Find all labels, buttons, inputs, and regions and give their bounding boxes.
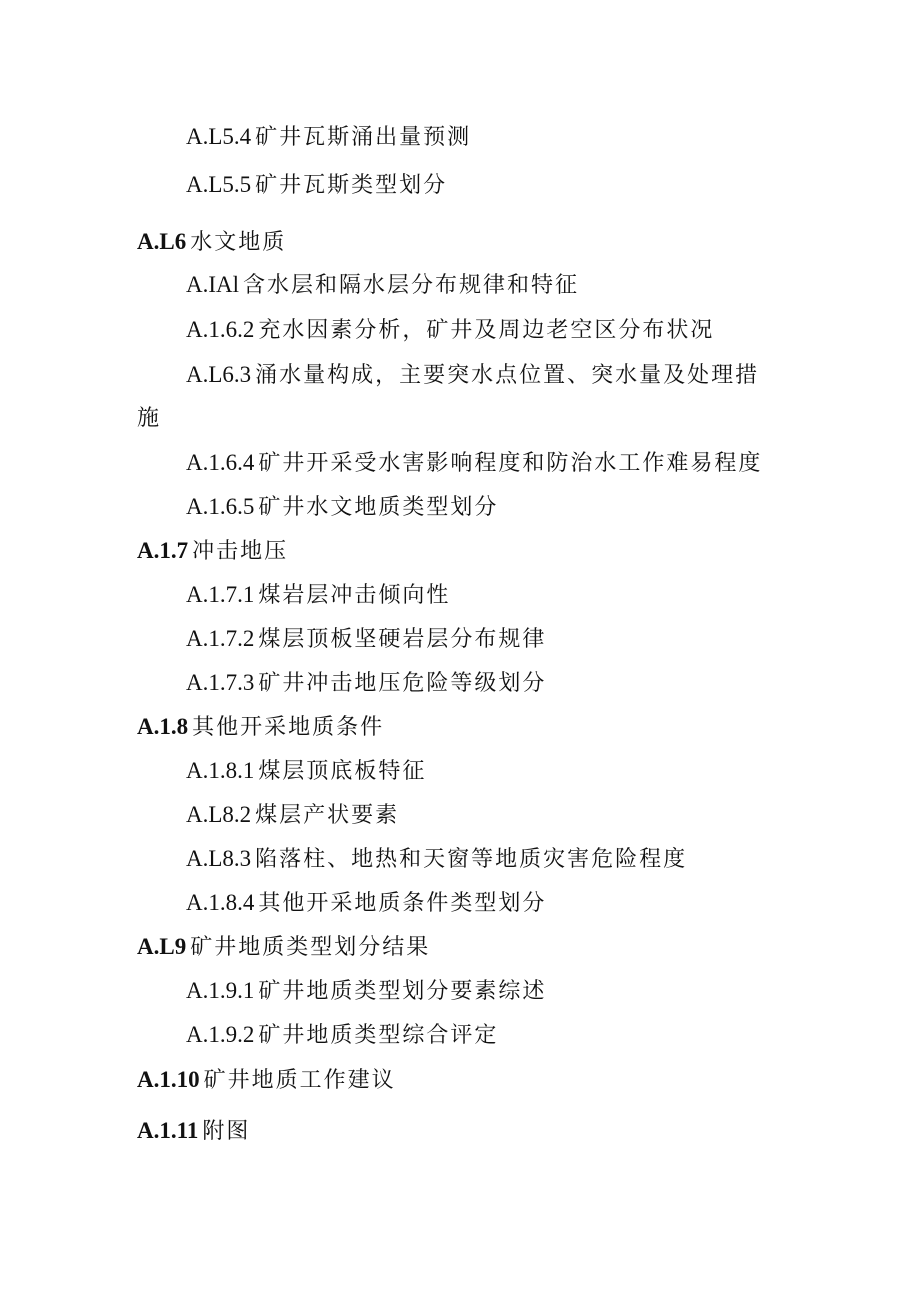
section-number: A.1.10 bbox=[137, 1067, 200, 1092]
subsection-number: A.L8.2 bbox=[186, 802, 252, 827]
subsection-number: A.1.6.2 bbox=[186, 317, 255, 342]
subsection-number: A.IAl bbox=[186, 272, 240, 297]
subsection-number: A.L6.3 bbox=[186, 362, 252, 387]
subsection-title: 充水因素分析，矿井及周边老空区分布状况 bbox=[258, 318, 715, 343]
section-title: 冲击地压 bbox=[192, 539, 289, 564]
subsection-heading bbox=[186, 270, 579, 301]
subsection-title: 煤岩层冲击倾向性 bbox=[258, 583, 451, 608]
subsection-heading bbox=[186, 624, 546, 655]
subsection-title: 矿井开采受水害影响程度和防治水工作难易程度 bbox=[258, 451, 763, 476]
subsection-title: 矿井地质类型综合评定 bbox=[258, 1023, 499, 1048]
section-number: A.1.8 bbox=[137, 714, 189, 739]
subsection-title: 涌水量构成，主要突水点位置、突水量及处理措 bbox=[255, 363, 760, 388]
section-number: A.1.11 bbox=[137, 1118, 199, 1143]
subsection-number: A.L5.4 bbox=[186, 124, 252, 149]
subsection-number: A.1.9.2 bbox=[186, 1022, 255, 1047]
subsection-heading bbox=[186, 580, 450, 611]
subsection-heading bbox=[186, 844, 687, 875]
section-title: 其他开采地质条件 bbox=[192, 715, 385, 740]
subsection-number: A.L8.3 bbox=[186, 846, 252, 871]
continuation-text: 施 bbox=[137, 406, 162, 431]
subsection-number: A.1.8.1 bbox=[186, 758, 255, 783]
section-heading bbox=[137, 1116, 250, 1147]
subsection-title: 煤层顶板坚硬岩层分布规律 bbox=[258, 627, 547, 652]
subsection-title: 陷落柱、地热和天窗等地质灾害危险程度 bbox=[255, 847, 688, 872]
subsection-number: A.1.6.5 bbox=[186, 494, 255, 519]
section-number: A.1.7 bbox=[137, 538, 189, 563]
subsection-number: A.L5.5 bbox=[186, 172, 252, 197]
subsection-title: 矿井水文地质类型划分 bbox=[258, 495, 499, 520]
section-title: 水文地质 bbox=[190, 230, 287, 255]
subsection-title: 矿井冲击地压危险等级划分 bbox=[258, 671, 547, 696]
subsection-number: A.1.9.1 bbox=[186, 978, 255, 1003]
subsection-heading bbox=[186, 170, 447, 201]
section-heading bbox=[137, 932, 430, 963]
subsection-heading bbox=[186, 1020, 498, 1051]
subsection-title: 其他开采地质条件类型划分 bbox=[258, 891, 547, 916]
subsection-heading bbox=[186, 800, 399, 831]
subsection-heading bbox=[186, 756, 426, 787]
section-heading bbox=[137, 227, 286, 258]
subsection-title: 煤层顶底板特征 bbox=[258, 759, 427, 784]
subsection-title: 矿井瓦斯涌出量预测 bbox=[255, 125, 472, 150]
subsection-heading bbox=[186, 315, 714, 346]
subsection-heading bbox=[186, 360, 759, 391]
subsection-heading bbox=[186, 448, 762, 479]
subsection-number: A.1.7.2 bbox=[186, 626, 255, 651]
section-heading bbox=[137, 1065, 396, 1096]
section-heading bbox=[137, 712, 384, 743]
subsection-heading bbox=[186, 122, 471, 153]
subsection-title: 矿井瓦斯类型划分 bbox=[255, 173, 448, 198]
section-number: A.L9 bbox=[137, 934, 187, 959]
subsection-heading bbox=[186, 888, 546, 919]
section-number: A.L6 bbox=[137, 229, 187, 254]
subsection-number: A.1.7.3 bbox=[186, 670, 255, 695]
subsection-number: A.1.7.1 bbox=[186, 582, 255, 607]
subsection-title: 矿井地质类型划分要素综述 bbox=[258, 979, 547, 1004]
section-heading bbox=[137, 536, 288, 567]
section-title: 矿井地质工作建议 bbox=[203, 1068, 396, 1093]
section-title: 矿井地质类型划分结果 bbox=[190, 935, 431, 960]
subsection-title: 煤层产状要素 bbox=[255, 803, 400, 828]
subsection-heading bbox=[186, 492, 498, 523]
subsection-title-continuation bbox=[137, 404, 161, 434]
subsection-number: A.1.6.4 bbox=[186, 450, 255, 475]
subsection-number: A.1.8.4 bbox=[186, 890, 255, 915]
subsection-title: 含水层和隔水层分布规律和特征 bbox=[243, 273, 580, 298]
subsection-heading bbox=[186, 976, 546, 1007]
section-title: 附图 bbox=[202, 1119, 251, 1144]
subsection-heading bbox=[186, 668, 546, 699]
